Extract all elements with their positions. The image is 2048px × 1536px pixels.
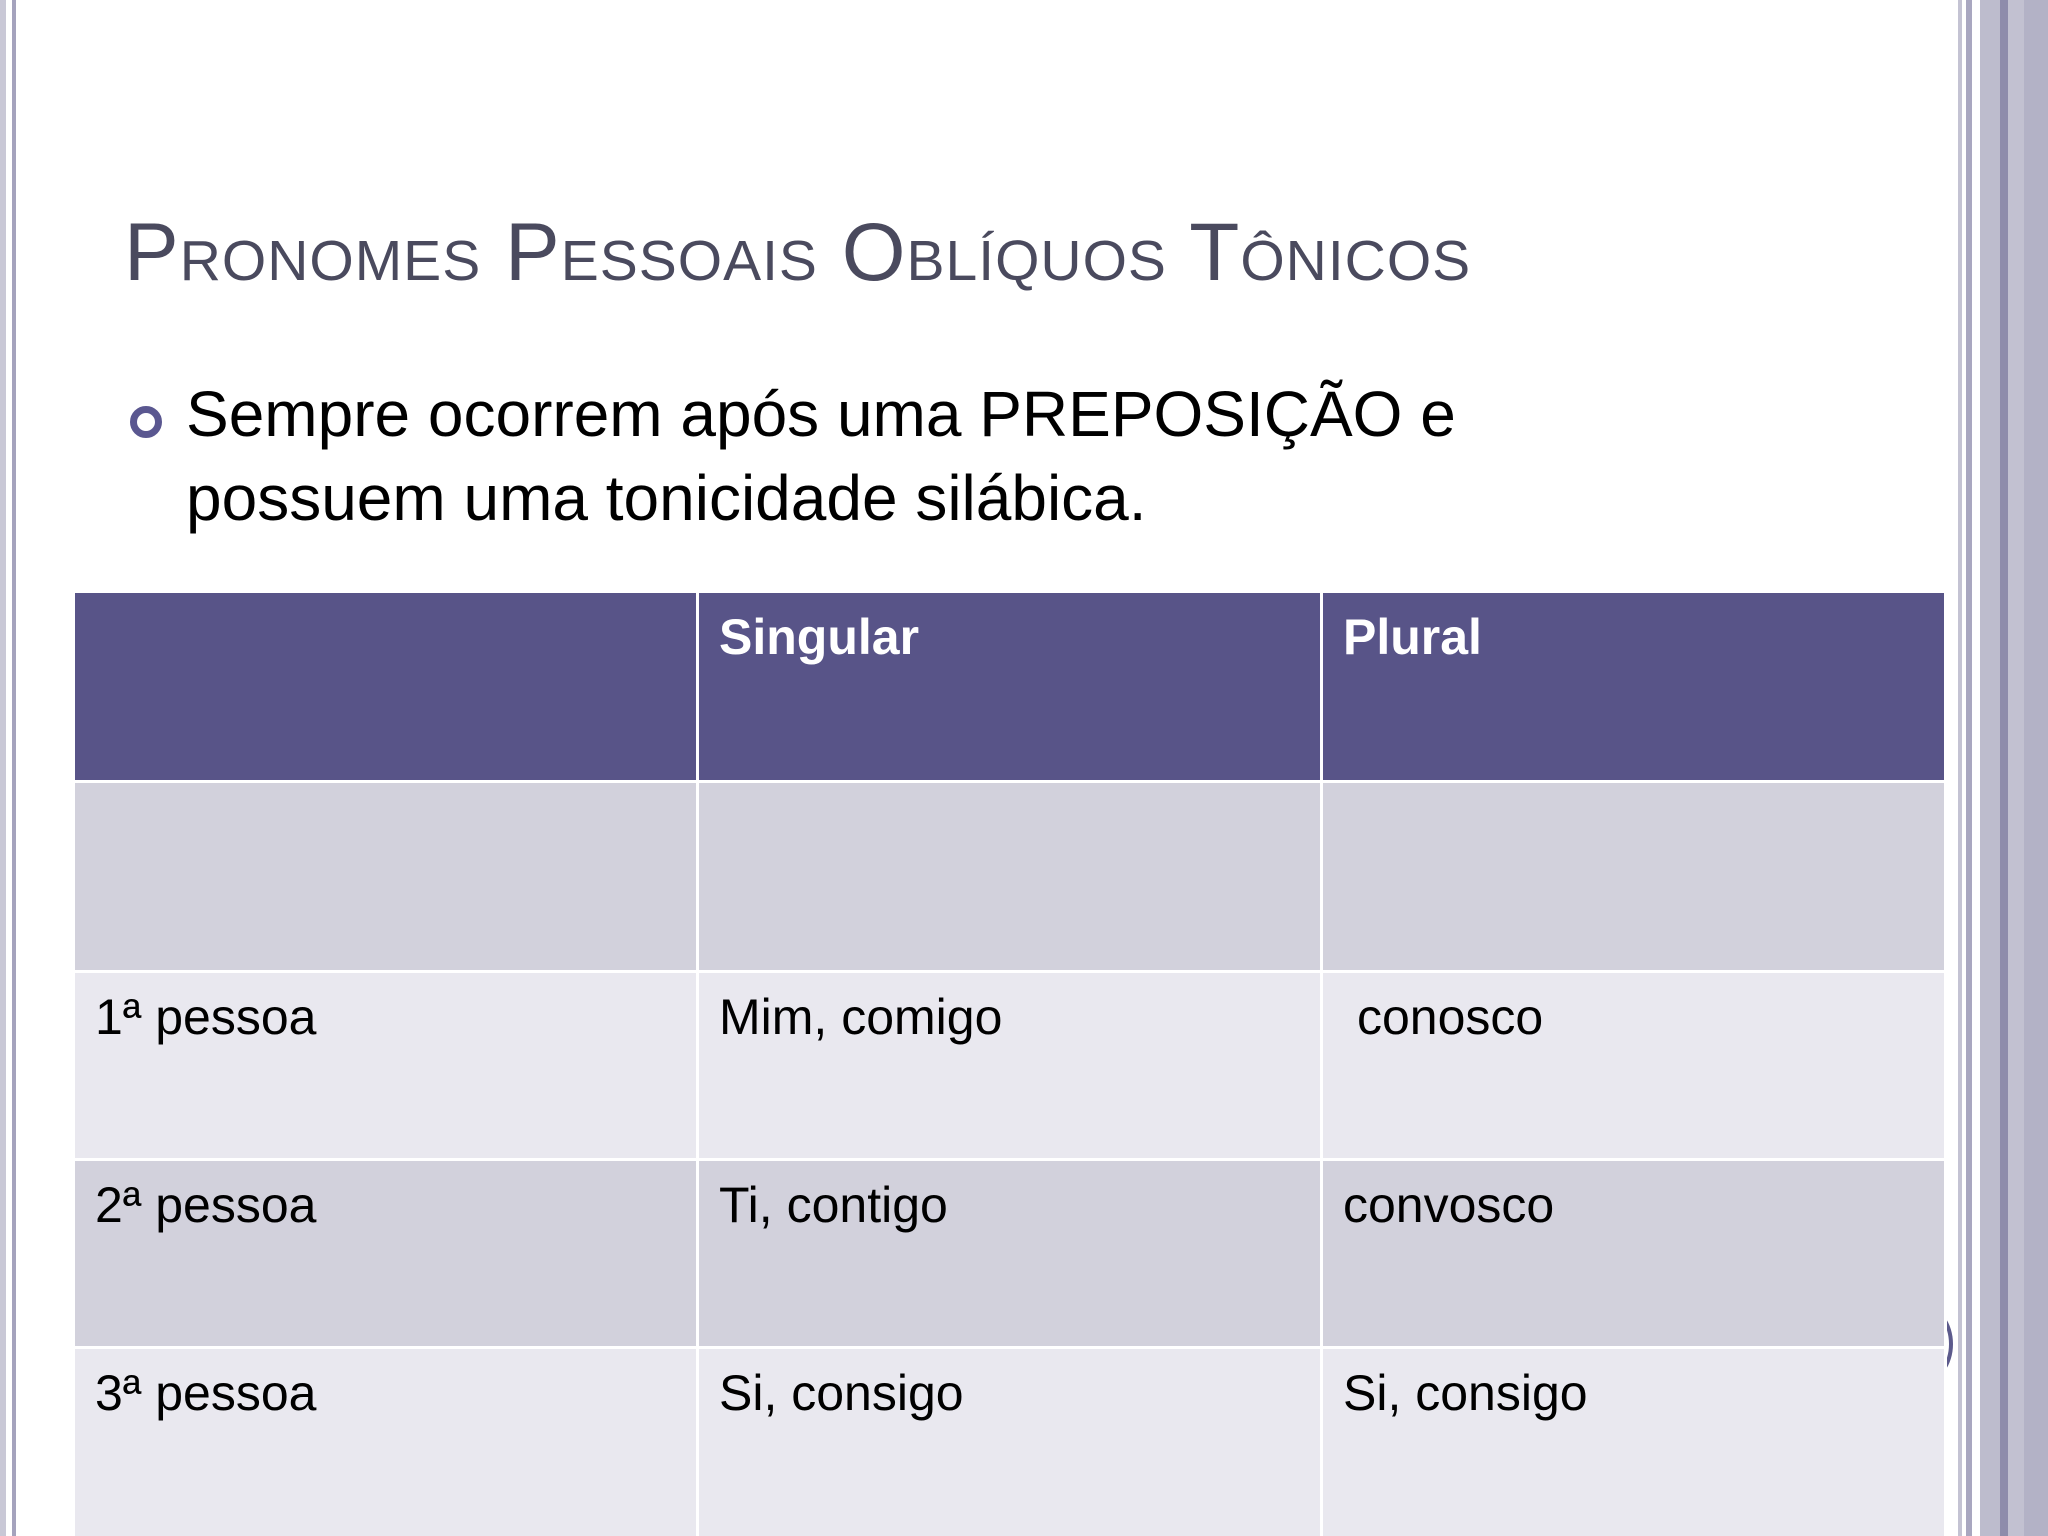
right-border-line bbox=[1980, 0, 2000, 1536]
header-cell-plural: Plural bbox=[1322, 592, 1946, 782]
table-row bbox=[74, 972, 1946, 1160]
right-border-line bbox=[1966, 0, 1972, 1536]
pronoun-table bbox=[72, 590, 1947, 1536]
table-cell-singular: Si, consigo bbox=[698, 1348, 1322, 1536]
left-border-line bbox=[0, 0, 6, 1536]
table-row bbox=[74, 782, 1946, 972]
slide-title: Pronomes Pessoais Oblíquos Tônicos bbox=[124, 207, 1472, 298]
table-cell-singular: Ti, contigo bbox=[698, 1160, 1322, 1348]
bullet-text: Sempre ocorrem após uma PREPOSIÇÃO e possuem uma tonicidade silábica. bbox=[186, 378, 1456, 534]
header-cell-empty bbox=[74, 592, 698, 782]
table-cell-singular: Mim, comigo bbox=[698, 972, 1322, 1160]
table-row bbox=[74, 1348, 1946, 1536]
table-cell-plural: conosco bbox=[1322, 972, 1946, 1160]
right-border-line bbox=[2008, 0, 2024, 1536]
right-border-line bbox=[2024, 0, 2048, 1536]
right-border-line bbox=[2000, 0, 2008, 1536]
header-cell-singular: Singular bbox=[698, 592, 1322, 782]
table-cell-plural: Si, consigo bbox=[1322, 1348, 1946, 1536]
table-cell-person: 1ª pessoa bbox=[74, 972, 698, 1160]
table-cell-person: 3ª pessoa bbox=[74, 1348, 698, 1536]
bullet-ring-icon bbox=[130, 406, 162, 438]
table-cell bbox=[74, 782, 698, 972]
table-header-row bbox=[74, 592, 1946, 782]
table-cell-plural: convosco bbox=[1322, 1160, 1946, 1348]
right-border-line bbox=[1958, 0, 1962, 1536]
table-cell-person: 2ª pessoa bbox=[74, 1160, 698, 1348]
table-cell bbox=[1322, 782, 1946, 972]
table-cell bbox=[698, 782, 1322, 972]
left-border-line bbox=[12, 0, 16, 1536]
table-row bbox=[74, 1160, 1946, 1348]
